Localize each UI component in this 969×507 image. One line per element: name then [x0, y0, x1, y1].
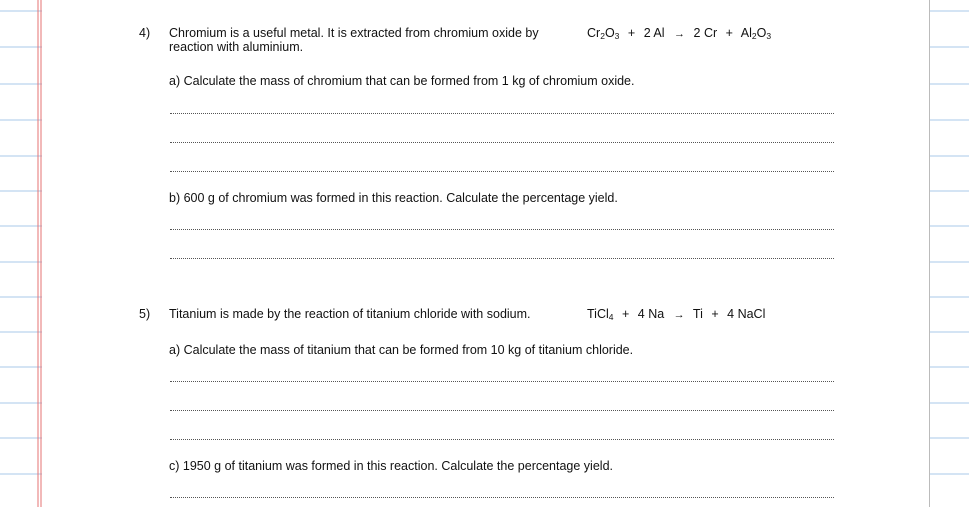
answer-line[interactable] [170, 381, 834, 382]
question-5-equation [587, 307, 765, 322]
eq4-p-sub-2: 2 [751, 31, 757, 41]
answer-line[interactable] [170, 113, 834, 114]
eq4-p-sub-3: 3 [766, 31, 772, 41]
question-5-stem: Titanium is made by the reaction of titanium chloride with sodium. [169, 307, 531, 321]
eq5-plus-1: + [621, 307, 630, 321]
eq5-reactant-2: 4 Na [637, 307, 665, 321]
answer-line[interactable] [170, 410, 834, 411]
answer-line[interactable] [170, 258, 834, 259]
question-4-number: 4) [139, 26, 151, 40]
question-4-equation [587, 26, 771, 41]
eq4-sub-2: 2 [600, 31, 605, 41]
eq4-al: Al [740, 26, 752, 40]
eq4-reactant-2: 2 Al [643, 26, 665, 40]
question-4-stem-line-1: Chromium is a useful metal. It is extracted from chromium oxide by [169, 26, 539, 40]
question-5a-text: a) Calculate the mass of titanium that can be formed from 10 kg of titanium chloride. [169, 343, 634, 357]
eq4-plus-1: + [627, 26, 636, 40]
question-5c-text: c) 1950 g of titanium was formed in this reaction. Calculate the percentage yield. [169, 459, 613, 473]
eq5-ticl: TiCl [587, 307, 609, 321]
worksheet-page [42, 0, 929, 507]
eq4-arrow-icon: → [674, 28, 686, 40]
answer-line[interactable] [170, 171, 834, 172]
eq4-o: O [604, 26, 615, 40]
answer-line[interactable] [170, 229, 834, 230]
eq4-product-1: 2 Cr [693, 26, 718, 40]
answer-line[interactable] [170, 497, 834, 498]
eq5-product-1: Ti [692, 307, 703, 321]
eq4-p-o: O [756, 26, 767, 40]
answer-line[interactable] [170, 142, 834, 143]
question-4b-text: b) 600 g of chromium was formed in this reaction. Calculate the percentage yield. [169, 191, 618, 205]
eq4-sub-3: 3 [614, 31, 620, 41]
question-4a-text: a) Calculate the mass of chromium that can be formed from 1 kg of chromium oxide. [169, 74, 635, 88]
eq5-product-2: 4 NaCl [727, 307, 766, 321]
eq4-cr: Cr [587, 26, 601, 40]
eq5-arrow-icon: → [673, 309, 685, 321]
answer-line[interactable] [170, 439, 834, 440]
question-5-number: 5) [139, 307, 151, 321]
eq5-sub-4: 4 [608, 312, 614, 322]
eq4-plus-2: + [725, 26, 733, 40]
question-4-stem-line-2: reaction with aluminium. [169, 40, 304, 54]
eq5-plus-2: + [711, 307, 719, 321]
